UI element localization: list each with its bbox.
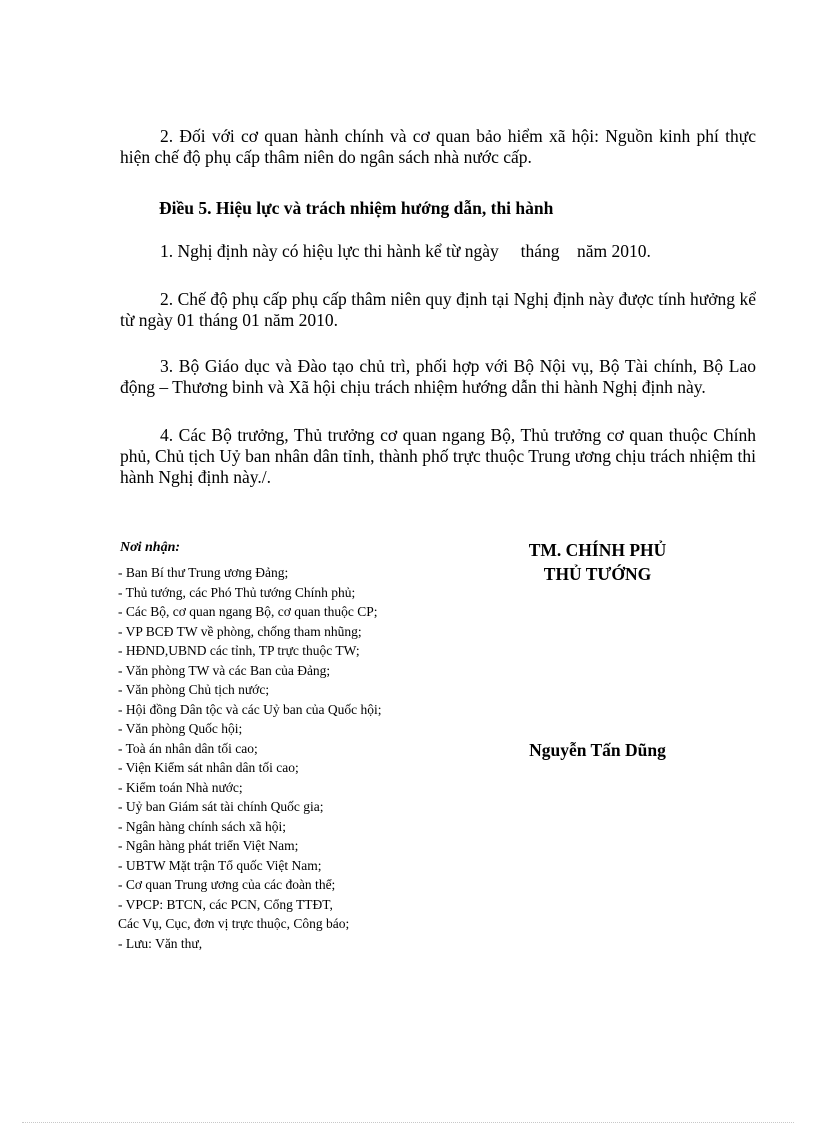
recipient-item: - Hội đồng Dân tộc và các Uỷ ban của Quốc hội; bbox=[118, 701, 382, 717]
paragraph-funding: 2. Đối với cơ quan hành chính và cơ quan bảo hiểm xã hội: Nguồn kinh phí thực hiện chế độ phụ cấp thâm niên do ngân sách nhà nước cấp. bbox=[120, 126, 756, 167]
recipient-item: - Thủ tướng, các Phó Thủ tướng Chính phủ; bbox=[118, 584, 356, 600]
paragraph-item-2: 2. Chế độ phụ cấp phụ cấp thâm niên quy định tại Nghị định này được tính hưởng kể từ ngày 01 tháng 01 năm 2010. bbox=[120, 289, 756, 330]
recipient-item: - Ngân hàng phát triển Việt Nam; bbox=[118, 838, 299, 853]
paragraph-item-4: 4. Các Bộ trưởng, Thủ trưởng cơ quan ngang Bộ, Thủ trưởng cơ quan thuộc Chính phủ, Chủ tịch Uỷ ban nhân dân tỉnh, thành phố trực thuộc Trung ương chịu trách nhiệm thi hành Nghị định này./. bbox=[120, 425, 756, 487]
recipient-item: - Ban Bí thư Trung ương Đảng; bbox=[118, 565, 289, 580]
recipient-item: - HĐND,UBND các tỉnh, TP trực thuộc TW; bbox=[118, 643, 360, 658]
recipient-item: - Lưu: Văn thư, bbox=[118, 935, 203, 951]
signature-block bbox=[505, 538, 690, 586]
paragraph-item-1: 1. Nghị định này có hiệu lực thi hành kể từ ngày tháng năm 2010. bbox=[160, 241, 651, 261]
recipient-item: - Văn phòng Chủ tịch nước; bbox=[118, 682, 270, 697]
recipient-item: Các Vụ, Cục, đơn vị trực thuộc, Công báo; bbox=[118, 916, 350, 931]
recipient-item: - Các Bộ, cơ quan ngang Bộ, cơ quan thuộc CP; bbox=[118, 604, 378, 619]
recipient-item: - Uỷ ban Giám sát tài chính Quốc gia; bbox=[118, 799, 324, 814]
recipients-title: Nơi nhận: bbox=[120, 540, 181, 555]
recipient-item: - Văn phòng TW và các Ban của Đảng; bbox=[118, 662, 331, 678]
signature-position: THỦ TƯỚNG bbox=[543, 564, 652, 584]
recipients-list bbox=[118, 563, 382, 953]
signer-name: Nguyễn Tấn Dũng bbox=[529, 740, 666, 760]
recipient-item: - Toà án nhân dân tối cao; bbox=[118, 740, 258, 756]
recipient-item: - Văn phòng Quốc hội; bbox=[118, 721, 243, 736]
recipient-item: - Cơ quan Trung ương của các đoàn thể; bbox=[118, 877, 336, 892]
signature-title: TM. CHÍNH PHỦ bbox=[528, 540, 667, 560]
recipient-item: - Viện Kiểm sát nhân dân tối cao; bbox=[118, 760, 299, 775]
recipient-item: - VPCP: BTCN, các PCN, Cổng TTĐT, bbox=[118, 896, 333, 912]
recipient-item: - Ngân hàng chính sách xã hội; bbox=[118, 818, 286, 834]
recipient-item: - VP BCĐ TW về phòng, chống tham nhũng; bbox=[118, 623, 362, 639]
paragraph-item-3: 3. Bộ Giáo dục và Đào tạo chủ trì, phối hợp với Bộ Nội vụ, Bộ Tài chính, Bộ Lao động – Thương binh và Xã hội chịu trách nhiệm hướng dẫn thi hành Nghị định này. bbox=[120, 356, 756, 397]
article-5-heading: Điều 5. Hiệu lực và trách nhiệm hướng dẫn, thi hành bbox=[159, 198, 554, 218]
recipient-item: - Kiểm toán Nhà nước; bbox=[118, 779, 243, 795]
recipient-item: - UBTW Mặt trận Tổ quốc Việt Nam; bbox=[118, 857, 322, 873]
